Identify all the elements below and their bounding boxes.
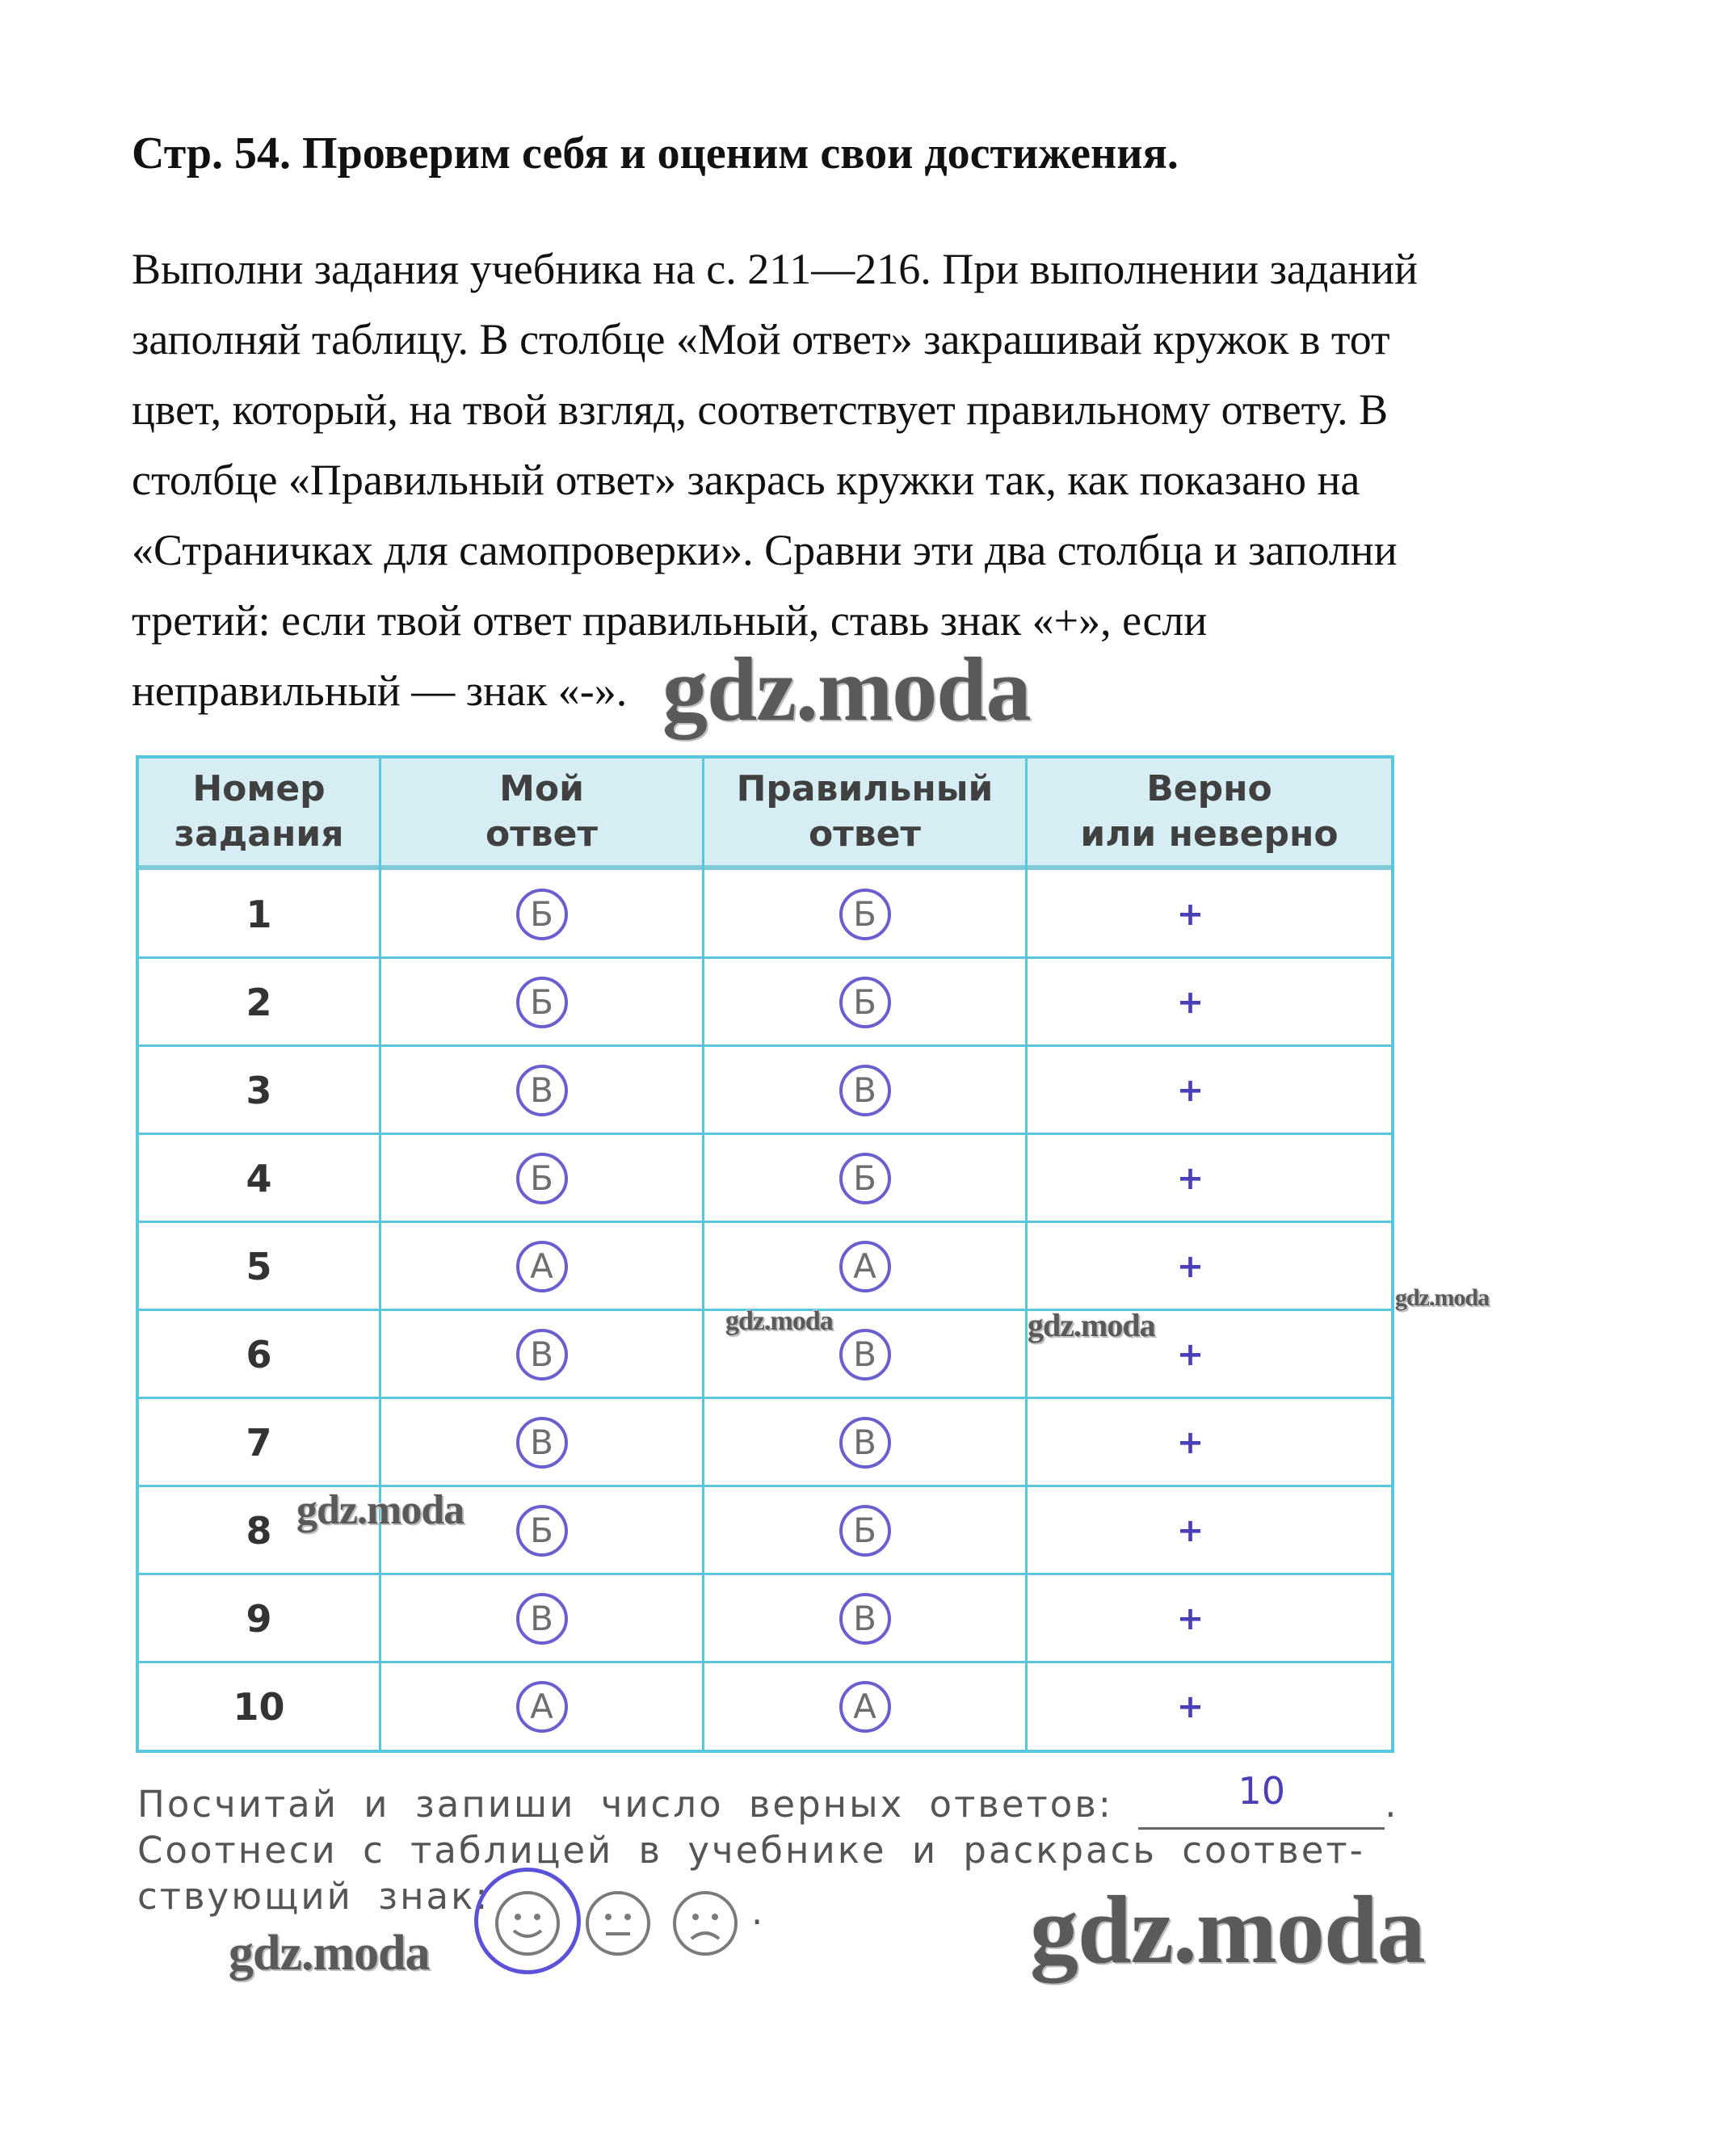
my-answer-bubble[interactable]: Б <box>516 1153 568 1204</box>
result-mark: + <box>1176 1599 1204 1637</box>
task-number: 6 <box>246 1332 272 1376</box>
answer-table <box>136 755 1394 1753</box>
my-answer-bubble-cell <box>381 1134 702 1222</box>
watermark: gdz.moda <box>1030 1876 1425 1983</box>
correct-count: 10 <box>1238 1769 1286 1813</box>
result-mark: + <box>1176 1071 1204 1109</box>
my-answer-bubble[interactable]: А <box>516 1241 568 1292</box>
result-mark: + <box>1176 983 1204 1021</box>
watermark: gdz.moda <box>296 1487 464 1533</box>
neutral-face-icon[interactable] <box>585 1890 651 1956</box>
watermark: gdz.moda <box>1028 1307 1155 1343</box>
correct-answer-bubble-cell <box>704 1398 1025 1486</box>
correct-answer-bubble[interactable]: В <box>839 1417 891 1469</box>
task-number: 9 <box>246 1596 272 1641</box>
result-mark: + <box>1176 1335 1204 1373</box>
my-answer-bubble[interactable]: Б <box>516 1505 568 1557</box>
task-number: 4 <box>246 1156 272 1200</box>
correct-answer-bubble-cell <box>704 1574 1025 1662</box>
header-correct-answer: Правильный ответ <box>736 768 994 855</box>
choose-sign-prompt: ствующий знак: <box>137 1875 490 1918</box>
my-answer-bubble[interactable]: В <box>516 1329 568 1381</box>
result-mark: + <box>1176 1247 1204 1285</box>
result-mark: + <box>1176 895 1204 933</box>
table-row <box>139 1046 1391 1134</box>
my-answer-bubble-cell <box>381 1662 702 1750</box>
watermark: gdz.moda <box>229 1926 430 1981</box>
correct-answer-bubble[interactable]: В <box>839 1593 891 1645</box>
faces-period: . <box>751 1890 763 1933</box>
header-task-number: Номер задания <box>174 768 344 855</box>
instruction-line: столбце «Правильный ответ» закрась кружки так, как показано на <box>132 456 1360 504</box>
my-answer-bubble[interactable]: В <box>516 1417 568 1469</box>
my-answer-bubble-cell <box>381 1310 702 1398</box>
table-row <box>139 1398 1391 1486</box>
task-number: 10 <box>233 1684 285 1729</box>
my-answer-bubble-cell <box>381 958 702 1046</box>
instruction-line: третий: если твой ответ правильный, ставь знак «+», если <box>132 596 1208 645</box>
footer-line-1 <box>137 1769 1414 1827</box>
my-answer-bubble-cell <box>381 1046 702 1134</box>
correct-answer-bubble[interactable]: В <box>839 1329 891 1381</box>
table-row <box>139 1662 1391 1750</box>
correct-answer-bubble-cell <box>704 1222 1025 1310</box>
my-answer-bubble[interactable]: В <box>516 1593 568 1645</box>
result-mark: + <box>1176 1511 1204 1549</box>
correct-answer-bubble[interactable]: Б <box>839 1153 891 1204</box>
task-number: 1 <box>246 892 272 936</box>
watermark: gdz.moda <box>662 640 1031 740</box>
correct-answer-bubble-cell <box>704 1134 1025 1222</box>
instruction-line: цвет, который, на твой взгляд, соответствует правильному ответу. В <box>132 385 1389 434</box>
correct-answer-bubble[interactable]: В <box>839 1065 891 1116</box>
my-answer-bubble[interactable]: В <box>516 1065 568 1116</box>
my-answer-bubble[interactable]: А <box>516 1681 568 1733</box>
page-heading: Стр. 54. Проверим себя и оценим свои достижения. <box>132 128 1179 179</box>
footer-period: . <box>1385 1783 1399 1826</box>
result-mark: + <box>1176 1159 1204 1197</box>
my-answer-bubble-cell <box>381 1574 702 1662</box>
task-number: 5 <box>246 1244 272 1288</box>
table-row <box>139 958 1391 1046</box>
instruction-line: Выполни задания учебника на с. 211—216. При выполнении заданий <box>132 245 1419 293</box>
instruction-line: «Страничках для самопроверки». Сравни эти два столбца и заполни <box>132 526 1398 574</box>
correct-answer-bubble[interactable]: Б <box>839 977 891 1028</box>
correct-answer-bubble[interactable]: А <box>839 1241 891 1292</box>
happy-face-icon[interactable] <box>494 1890 561 1956</box>
sad-face-icon[interactable] <box>672 1890 738 1956</box>
header-my-answer: Мой ответ <box>485 768 598 855</box>
result-mark: + <box>1176 1423 1204 1461</box>
correct-answer-bubble-cell <box>704 1662 1025 1750</box>
footer-line-2: Соотнеси с таблицей в учебнике и раскрась соответ- <box>137 1829 1365 1872</box>
my-answer-bubble-cell <box>381 870 702 958</box>
correct-answer-bubble-cell <box>704 870 1025 958</box>
count-prompt: Посчитай и запиши число верных ответов: <box>137 1783 1113 1826</box>
my-answer-bubble-cell <box>381 1398 702 1486</box>
table-row <box>139 1574 1391 1662</box>
correct-answer-bubble-cell <box>704 1046 1025 1134</box>
task-number: 3 <box>246 1068 272 1112</box>
task-number: 8 <box>246 1508 272 1553</box>
instruction-line: заполняй таблицу. В столбце «Мой ответ» закрашивай кружок в тот <box>132 315 1390 364</box>
my-answer-bubble-cell <box>381 1222 702 1310</box>
watermark: gdz.moda <box>725 1306 833 1336</box>
task-number: 7 <box>246 1420 272 1465</box>
instruction-line: неправильный — знак «-». <box>132 666 628 715</box>
result-mark: + <box>1176 1687 1204 1725</box>
count-blank <box>1138 1769 1385 1830</box>
correct-answer-bubble[interactable]: Б <box>839 889 891 940</box>
table-row <box>139 870 1391 958</box>
my-answer-bubble[interactable]: Б <box>516 977 568 1028</box>
table-row <box>139 1134 1391 1222</box>
watermark: gdz.moda <box>1395 1284 1490 1311</box>
my-answer-bubble[interactable]: Б <box>516 889 568 940</box>
correct-answer-bubble-cell <box>704 958 1025 1046</box>
correct-answer-bubble[interactable]: Б <box>839 1505 891 1557</box>
task-number: 2 <box>246 980 272 1024</box>
table-row <box>139 1222 1391 1310</box>
correct-answer-bubble-cell <box>704 1486 1025 1574</box>
correct-answer-bubble[interactable]: А <box>839 1681 891 1733</box>
header-right-or-wrong: Верно или неверно <box>1080 768 1339 855</box>
